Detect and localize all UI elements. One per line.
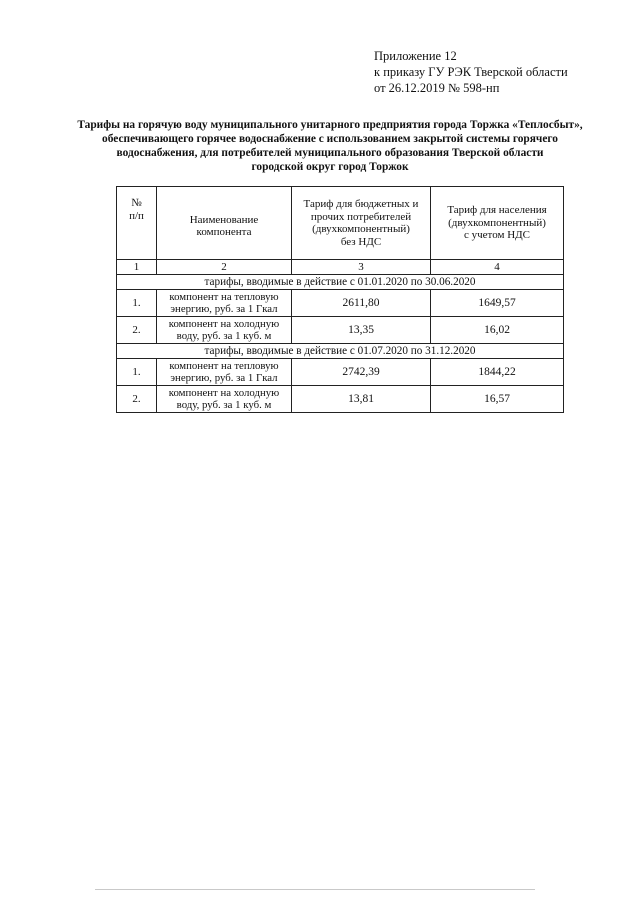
column-number: 2 bbox=[157, 260, 292, 275]
table-row bbox=[117, 359, 564, 386]
row-population-tariff: 1844,22 bbox=[431, 359, 564, 386]
header-population-l3: с учетом НДС bbox=[464, 229, 530, 242]
header-number-l1: № bbox=[131, 197, 142, 209]
row-budget-tariff: 13,81 bbox=[292, 386, 431, 413]
period-label: тарифы, вводимые в действие с 01.01.2020 по 30.06.2020 bbox=[117, 275, 564, 290]
row-population-tariff: 16,02 bbox=[431, 317, 564, 344]
title-line-3: водоснабжения, для потребителей муниципального образования Тверской области bbox=[116, 147, 544, 159]
table-header-row bbox=[117, 187, 564, 260]
header-number-l2: п/п bbox=[129, 209, 144, 222]
row-budget-tariff: 2611,80 bbox=[292, 290, 431, 317]
table-row bbox=[117, 386, 564, 413]
document-title bbox=[70, 118, 590, 174]
row-component-name bbox=[157, 317, 292, 344]
row-budget-tariff: 13,35 bbox=[292, 317, 431, 344]
header-population-l1: Тариф для населения bbox=[447, 204, 547, 217]
row-budget-tariff: 2742,39 bbox=[292, 359, 431, 386]
title-line-4: городской округ город Торжок bbox=[251, 161, 409, 173]
table-row bbox=[117, 290, 564, 317]
appendix-reference bbox=[374, 48, 568, 96]
row-component-name bbox=[157, 359, 292, 386]
period-row-1 bbox=[117, 275, 564, 290]
component-name-l1: компонент на тепловую bbox=[169, 291, 279, 303]
row-number: 2. bbox=[117, 317, 157, 344]
period-label: тарифы, вводимые в действие с 01.07.2020 по 31.12.2020 bbox=[117, 344, 564, 359]
row-number: 2. bbox=[117, 386, 157, 413]
table-row bbox=[117, 317, 564, 344]
column-number: 1 bbox=[117, 260, 157, 275]
row-number: 1. bbox=[117, 359, 157, 386]
column-number: 4 bbox=[431, 260, 564, 275]
component-name-l2: воду, руб. за 1 куб. м bbox=[176, 330, 272, 342]
header-population-l2: (двухкомпонентный) bbox=[448, 216, 546, 229]
header-population-tariff bbox=[431, 187, 564, 260]
appendix-number: Приложение 12 bbox=[374, 49, 457, 63]
title-line-2: обеспечивающего горячее водоснабжение с использованием закрытой системы горячего bbox=[102, 133, 558, 145]
header-name-l1: Наименование bbox=[189, 213, 259, 226]
header-name-l2: компонента bbox=[196, 226, 252, 238]
appendix-order: к приказу ГУ РЭК Тверской области bbox=[374, 65, 568, 79]
header-budget-tariff bbox=[292, 187, 431, 260]
header-budget-l2: прочих потребителей bbox=[310, 210, 412, 223]
header-budget-l4: без НДС bbox=[340, 235, 382, 248]
header-budget-l3: (двухкомпонентный) bbox=[312, 223, 410, 235]
title-line-1: Тарифы на горячую воду муниципального унитарного предприятия города Торжка «Теплосбыт», bbox=[77, 119, 583, 131]
component-name-l1: компонент на холодную bbox=[168, 387, 280, 399]
component-name-l2: энергию, руб. за 1 Гкал bbox=[170, 303, 278, 315]
row-number: 1. bbox=[117, 290, 157, 317]
column-numbers-row bbox=[117, 260, 564, 275]
tariffs-table bbox=[116, 186, 564, 413]
row-component-name bbox=[157, 386, 292, 413]
component-name-l1: компонент на тепловую bbox=[169, 360, 279, 372]
column-number: 3 bbox=[292, 260, 431, 275]
row-component-name bbox=[157, 290, 292, 317]
period-row-2 bbox=[117, 344, 564, 359]
header-number bbox=[117, 187, 157, 260]
row-population-tariff: 1649,57 bbox=[431, 290, 564, 317]
component-name-l2: энергию, руб. за 1 Гкал bbox=[170, 372, 278, 384]
header-budget-l1: Тариф для бюджетных и bbox=[303, 198, 419, 210]
header-name bbox=[157, 187, 292, 260]
row-population-tariff: 16,57 bbox=[431, 386, 564, 413]
scan-edge-line bbox=[95, 889, 535, 890]
appendix-date: от 26.12.2019 № 598-нп bbox=[374, 81, 500, 95]
component-name-l2: воду, руб. за 1 куб. м bbox=[176, 399, 272, 411]
component-name-l1: компонент на холодную bbox=[168, 318, 280, 330]
